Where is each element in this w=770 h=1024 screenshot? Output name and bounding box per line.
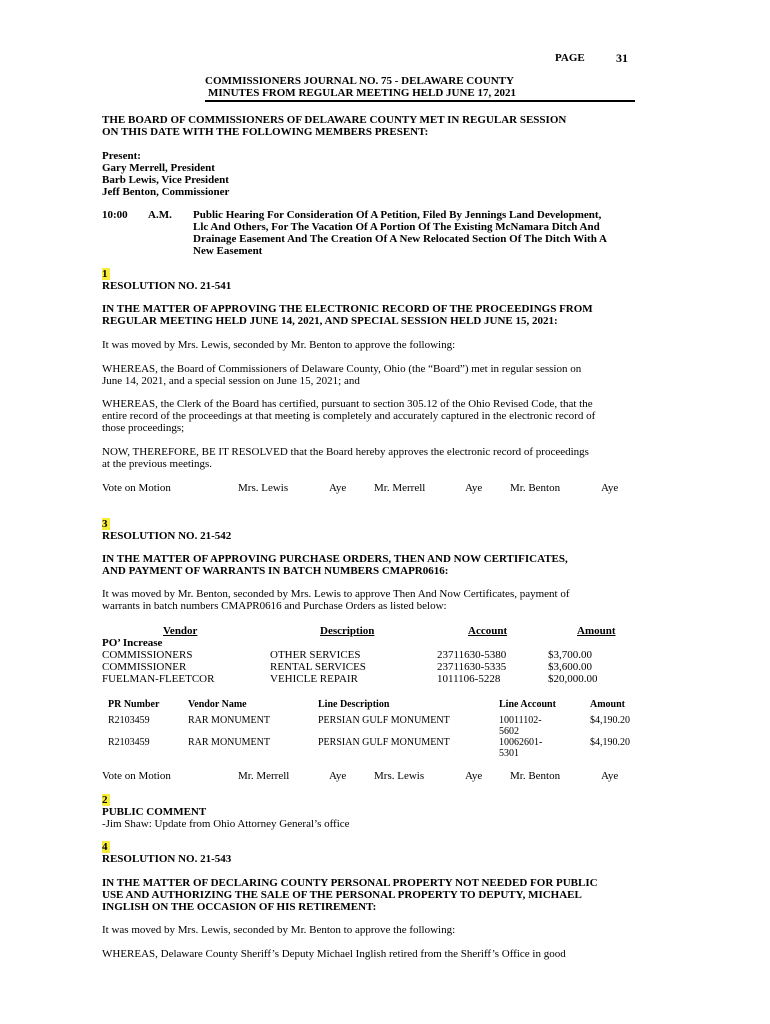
pr-cell-amount: $4,190.20 — [590, 737, 630, 748]
hearing-time: 10:00 — [102, 209, 128, 221]
pr-cell-vendor: RAR MONUMENT — [188, 737, 270, 748]
whereas-line: WHEREAS, the Clerk of the Board has certified, pursuant to section 305.12 of the Ohio Revised Code, that the — [102, 398, 593, 410]
motion-text: It was moved by Mr. Benton, seconded by Mrs. Lewis to approve Then And Now Certificates, payment of — [102, 588, 570, 600]
vote-value: Aye — [601, 770, 619, 782]
whereas-line: those proceedings; — [102, 422, 185, 434]
motion-text: It was moved by Mrs. Lewis, seconded by Mr. Benton to approve the following: — [102, 339, 456, 351]
vote-member: Mr. Merrell — [238, 770, 290, 782]
member-commissioner: Jeff Benton, Commissioner — [102, 186, 230, 198]
po-header-description: Description — [320, 625, 375, 637]
page-number: 31 — [616, 51, 628, 65]
po-cell-vendor: FUELMAN-FLEETCOR — [102, 673, 215, 685]
po-header-account: Account — [468, 625, 508, 637]
hearing-line3: Drainage Easement And The Creation Of A New Relocated Section Of The Ditch With A — [193, 233, 607, 245]
resolved-line: at the previous meetings. — [102, 458, 212, 470]
pr-cell-line: PERSIAN GULF MONUMENT — [318, 737, 450, 748]
page-label: PAGE — [555, 52, 585, 64]
hearing-line4: New Easement — [193, 245, 263, 257]
vote-label: Vote on Motion — [102, 482, 171, 494]
resolution-title-line2: REGULAR MEETING HELD JUNE 14, 2021, AND SPECIAL SESSION HELD JUNE 15, 2021: — [102, 315, 558, 327]
po-cell-description: VEHICLE REPAIR — [270, 673, 358, 685]
resolution-title-line1: IN THE MATTER OF DECLARING COUNTY PERSONAL PROPERTY NOT NEEDED FOR PUBLIC — [102, 877, 598, 889]
board-statement-line2: ON THIS DATE WITH THE FOLLOWING MEMBERS PRESENT: — [102, 126, 429, 138]
item-number-badge: 4 — [102, 841, 108, 853]
resolution-title-line1: IN THE MATTER OF APPROVING PURCHASE ORDERS, THEN AND NOW CERTIFICATES, — [102, 553, 568, 565]
po-cell-description: RENTAL SERVICES — [270, 661, 366, 673]
member-president: Gary Merrell, President — [102, 162, 215, 174]
pr-header-account: Line Account — [499, 699, 556, 710]
whereas-line: June 14, 2021, and a special session on June 15, 2021; and — [102, 375, 360, 387]
motion-text: It was moved by Mrs. Lewis, seconded by Mr. Benton to approve the following: — [102, 924, 456, 936]
vote-value: Aye — [329, 770, 347, 782]
resolution-title-line3: INGLISH ON THE OCCASION OF HIS RETIREMENT: — [102, 901, 377, 913]
board-statement-line1: THE BOARD OF COMMISSIONERS OF DELAWARE COUNTY MET IN REGULAR SESSION — [102, 114, 567, 126]
pr-cell-account: 10011102- — [499, 715, 542, 726]
journal-title: COMMISSIONERS JOURNAL NO. 75 - DELAWARE COUNTY — [205, 75, 514, 87]
vote-value: Aye — [465, 482, 483, 494]
vote-member: Mrs. Lewis — [238, 482, 289, 494]
po-header-amount: Amount — [577, 625, 616, 637]
pr-cell-number: R2103459 — [108, 715, 150, 726]
vote-value: Aye — [465, 770, 483, 782]
resolution-number: RESOLUTION NO. 21-542 — [102, 530, 232, 542]
item-number-badge: 3 — [102, 518, 108, 530]
pr-cell-account: 10062601- — [499, 737, 543, 748]
vote-value: Aye — [329, 482, 347, 494]
vote-member: Mrs. Lewis — [374, 770, 425, 782]
hearing-line2: Llc And Others, For The Vacation Of A Portion Of The Existing McNamara Ditch And — [193, 221, 600, 233]
pr-cell-amount: $4,190.20 — [590, 715, 630, 726]
vote-value: Aye — [601, 482, 619, 494]
po-cell-account: 23711630-5335 — [437, 661, 507, 673]
vote-label: Vote on Motion — [102, 770, 171, 782]
pr-cell-line: PERSIAN GULF MONUMENT — [318, 715, 450, 726]
resolution-title-line1: IN THE MATTER OF APPROVING THE ELECTRONIC RECORD OF THE PROCEEDINGS FROM — [102, 303, 593, 315]
po-cell-amount: $20,000.00 — [548, 673, 598, 685]
po-increase-label: PO’ Increase — [102, 637, 163, 649]
vote-member: Mr. Benton — [510, 482, 561, 494]
pr-cell-account: 5301 — [499, 748, 519, 759]
pr-cell-vendor: RAR MONUMENT — [188, 715, 270, 726]
po-cell-description: OTHER SERVICES — [270, 649, 361, 661]
resolved-line: NOW, THEREFORE, BE IT RESOLVED that the Board hereby approves the electronic record of proceedings — [102, 446, 589, 458]
po-cell-vendor: COMMISSIONERS — [102, 649, 193, 661]
vote-member: Mr. Merrell — [374, 482, 426, 494]
hearing-ampm: A.M. — [148, 209, 172, 221]
resolution-number: RESOLUTION NO. 21-541 — [102, 280, 232, 292]
po-cell-vendor: COMMISSIONER — [102, 661, 187, 673]
po-cell-account: 1011106-5228 — [437, 673, 501, 685]
resolution-title-line2: USE AND AUTHORIZING THE SALE OF THE PERSONAL PROPERTY TO DEPUTY, MICHAEL — [102, 889, 582, 901]
hearing-line1: Public Hearing For Consideration Of A Petition, Filed By Jennings Land Development, — [193, 209, 602, 221]
vote-member: Mr. Benton — [510, 770, 561, 782]
po-cell-account: 23711630-5380 — [437, 649, 507, 661]
pr-cell-number: R2103459 — [108, 737, 150, 748]
whereas-line: WHEREAS, Delaware County Sheriff’s Deputy Michael Inglish retired from the Sheriff’s Office in good — [102, 948, 566, 960]
resolution-number: RESOLUTION NO. 21-543 — [102, 853, 232, 865]
po-cell-amount: $3,600.00 — [548, 661, 592, 673]
pr-header-amount: Amount — [590, 699, 626, 710]
item-number-badge: 1 — [102, 268, 108, 280]
header-rule — [205, 100, 635, 102]
member-vice-president: Barb Lewis, Vice President — [102, 174, 229, 186]
pr-header-number: PR Number — [108, 699, 160, 710]
whereas-line: WHEREAS, the Board of Commissioners of Delaware County, Ohio (the “Board”) met in regular session on — [102, 363, 582, 375]
item-number-badge: 2 — [102, 794, 108, 806]
resolution-title-line2: AND PAYMENT OF WARRANTS IN BATCH NUMBERS CMAPR0616: — [102, 565, 449, 577]
pr-header-vendor: Vendor Name — [188, 699, 247, 710]
whereas-line: entire record of the proceedings at that meeting is completely and accurately captured in the electronic record of — [102, 410, 596, 422]
public-comment-heading: PUBLIC COMMENT — [102, 806, 207, 818]
po-header-vendor: Vendor — [163, 625, 198, 637]
public-comment-text: -Jim Shaw: Update from Ohio Attorney General’s office — [102, 818, 350, 830]
minutes-title: MINUTES FROM REGULAR MEETING HELD JUNE 17, 2021 — [208, 87, 517, 99]
pr-header-line: Line Description — [318, 699, 390, 710]
pr-cell-account: 5602 — [499, 726, 519, 737]
po-cell-amount: $3,700.00 — [548, 649, 592, 661]
motion-text: warrants in batch numbers CMAPR0616 and Purchase Orders as listed below: — [102, 600, 447, 612]
present-label: Present: — [102, 150, 141, 162]
